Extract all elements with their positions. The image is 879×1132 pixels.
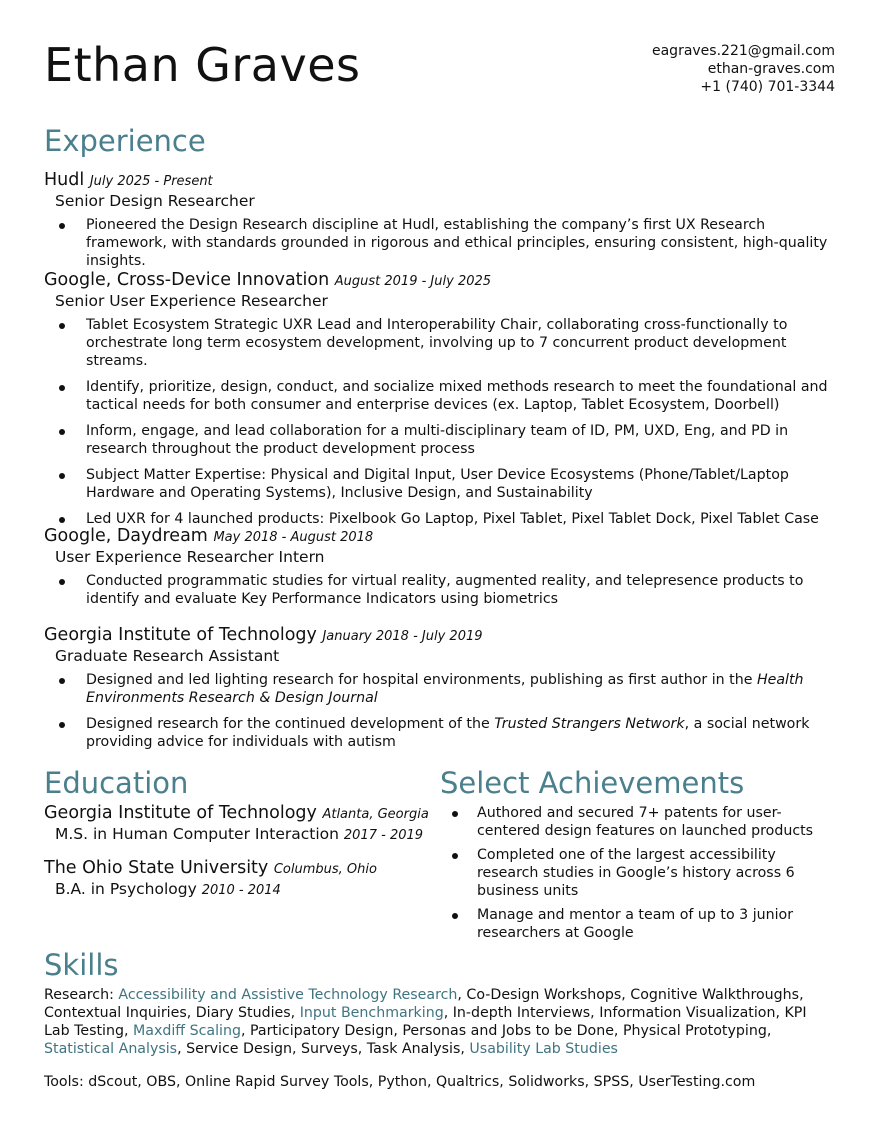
bullet-item: Subject Matter Expertise: Physical and Digital Input, User Device Ecosystems (Phone/Tablet/Laptop Hardware and Operating Systems), Inclusive Design, and Sustainability xyxy=(44,466,839,502)
job-role: User Experience Researcher Intern xyxy=(55,548,325,566)
job-dates: May 2018 - August 2018 xyxy=(213,530,374,545)
bullet-dot-icon xyxy=(59,517,65,523)
degree-years: 2010 - 2014 xyxy=(201,883,281,898)
bullet-dot-icon xyxy=(452,811,458,817)
job-role: Graduate Research Assistant xyxy=(55,647,280,665)
job-dates: July 2025 - Present xyxy=(89,174,213,189)
contact-block xyxy=(652,42,835,96)
job-org: Georgia Institute of Technology xyxy=(44,625,317,645)
education-entry xyxy=(44,803,434,845)
job-bullets xyxy=(44,671,839,751)
bullet-dot-icon xyxy=(59,429,65,435)
bullet-item: Identify, prioritize, design, conduct, and socialize mixed methods research to meet the foundational and tactical needs for both consumer and enterprise devices (ex. Laptop, Tablet Ecosystem, Doorbell) xyxy=(44,378,839,414)
candidate-name: Ethan Graves xyxy=(44,38,361,92)
tools-label: Tools xyxy=(44,1074,79,1090)
bullet-dot-icon xyxy=(59,323,65,329)
bullet-item: Designed research for the continued development of the Trusted Strangers Network, a social network providing advice for individuals with autism xyxy=(44,715,839,751)
job-header xyxy=(44,270,839,292)
school-location: Columbus, Ohio xyxy=(273,862,377,877)
bullet-dot-icon xyxy=(452,853,458,859)
degree: B.A. xyxy=(55,880,86,898)
bullet-dot-icon xyxy=(59,678,65,684)
job-role: Senior User Experience Researcher xyxy=(55,292,328,310)
job-role: Senior Design Researcher xyxy=(55,192,255,210)
job-bullets xyxy=(44,216,839,270)
education-entry xyxy=(44,858,434,900)
skill-link[interactable]: Usability Lab Studies xyxy=(469,1041,618,1057)
bullet-item: Led UXR for 4 launched products: Pixelbook Go Laptop, Pixel Tablet, Pixel Tablet Dock, Pixel Tablet Case xyxy=(44,510,839,528)
job-entry xyxy=(44,270,839,536)
degree-field: Psychology xyxy=(109,880,197,898)
tools-list: : dScout, OBS, Online Rapid Survey Tools, Python, Qualtrics, Solidworks, SPSS, UserTesting.com xyxy=(78,1074,756,1090)
job-bullets xyxy=(44,316,839,528)
bullet-item: Inform, engage, and lead collaboration for a multi-disciplinary team of ID, PM, UXD, Eng, and PD in research throughout the product development process xyxy=(44,422,839,458)
bullet-dot-icon xyxy=(59,223,65,229)
skill-link[interactable]: Input Benchmarking xyxy=(299,1005,444,1021)
job-org: Google, Daydream xyxy=(44,526,208,546)
job-bullets xyxy=(44,572,839,608)
job-header xyxy=(44,625,839,647)
bullet-dot-icon xyxy=(59,385,65,391)
job-entry xyxy=(44,625,839,759)
skill-link[interactable]: Statistical Analysis xyxy=(44,1041,178,1057)
research-label: Research: xyxy=(44,987,114,1003)
degree-field: Human Computer Interaction xyxy=(112,825,339,843)
school-name: Georgia Institute of Technology xyxy=(44,803,317,823)
email-link[interactable]: eagraves.221@gmail.com xyxy=(651,43,835,59)
journal-title: Health Environments Research & Design Journal xyxy=(86,672,804,706)
education-heading: Education xyxy=(44,766,189,800)
bullet-dot-icon xyxy=(59,579,65,585)
bullet-dot-icon xyxy=(59,722,65,728)
phone-number: +1 (740) 701-3344 xyxy=(700,79,835,95)
bullet-item: Conducted programmatic studies for virtual reality, augmented reality, and telepresence products to identify and evaluate Key Performance Indicators using biometrics xyxy=(44,572,839,608)
school-name: The Ohio State University xyxy=(44,858,269,878)
tools-skills xyxy=(44,1073,834,1091)
degree: M.S. xyxy=(55,825,89,843)
bullet-item: Pioneered the Design Research discipline at Hudl, establishing the company’s first UX Research framework, with standards grounded in rigorous and ethical principles, ensuring consistent, high-quality insights. xyxy=(44,216,839,270)
achievement-item: Manage and mentor a team of up to 3 junior researchers at Google xyxy=(440,906,840,942)
job-entry xyxy=(44,526,839,616)
experience-heading: Experience xyxy=(44,124,206,158)
job-header xyxy=(44,170,839,192)
website-link[interactable]: ethan-graves.com xyxy=(707,61,835,77)
school-location: Atlanta, Georgia xyxy=(322,807,429,822)
achievement-item: Completed one of the largest accessibility research studies in Google’s history across 6 business units xyxy=(440,846,840,900)
job-entry xyxy=(44,170,839,278)
skill-link[interactable]: Accessibility and Assistive Technology Research xyxy=(118,987,458,1003)
bullet-item: Tablet Ecosystem Strategic UXR Lead and Interoperability Chair, collaborating cross-functionally to orchestrate long term ecosystem development, involving up to 7 concurrent product development streams. xyxy=(44,316,839,370)
job-dates: January 2018 - July 2019 xyxy=(322,629,483,644)
bullet-dot-icon xyxy=(59,473,65,479)
degree-years: 2017 - 2019 xyxy=(343,828,424,843)
achievements-list xyxy=(440,804,840,942)
bullet-item: Designed and led lighting research for hospital environments, publishing as first author in the Health Environments Research & Design Journal xyxy=(44,671,839,707)
project-title: Trusted Strangers Network xyxy=(494,716,685,732)
job-dates: August 2019 - July 2025 xyxy=(334,274,492,289)
job-header xyxy=(44,526,839,548)
degree-line: B.A. in Psychology 2010 - 2014 xyxy=(55,880,281,898)
achievement-item: Authored and secured 7+ patents for user-centered design features on launched products xyxy=(440,804,840,840)
research-skills: Research: Accessibility and Assistive Technology Research, Co-Design Workshops, Cognitive Walkthroughs, Contextual Inquiries, Diary Studies, Input Benchmarking, In-depth Interviews, Information Visualization, KPI Lab Testing, Maxdiff Scaling, Participatory Design, Personas and Jobs to be Done, Physical Prototyping, Statistical Analysis, Service Design, Surveys, Task Analysis, Usability Lab Studies xyxy=(44,987,807,1057)
achievements-list-wrap xyxy=(440,799,840,948)
skill-link[interactable]: Maxdiff Scaling xyxy=(133,1023,241,1039)
job-org: Google, Cross-Device Innovation xyxy=(44,270,330,290)
skills-heading: Skills xyxy=(44,948,119,982)
degree-line: M.S. in Human Computer Interaction 2017 - 2019 xyxy=(55,825,424,843)
bullet-dot-icon xyxy=(452,913,458,919)
job-org: Hudl xyxy=(44,170,85,190)
achievements-heading: Select Achievements xyxy=(440,766,745,800)
